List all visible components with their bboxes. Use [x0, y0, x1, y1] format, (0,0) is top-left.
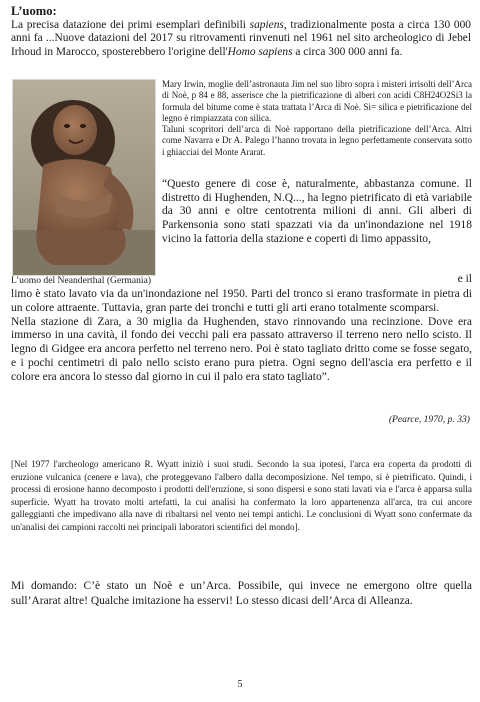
quote-side-text: “Questo genere di cose è, naturalmente, abbastanza comune. Il distretto di Hughenden, N.Q..., ha legno pietrificato di età variabile da 30 anni e oltre centotrenta milioni di anni. Gli alberi di Parkensonia sono stati spazzati via da un'inondazione nel 1918 vicino la fattoria della stazione e coperti di limo appassito,: [162, 178, 472, 245]
quote-full-paragraph-1: limo è stato lavato via da un'inondazione nel 1950. Parti del tronco si erano trasformate in pietra di un colore attraente. Tuttavia, gran parte dei tronchi e tutti gli arti erano totalmente scomparsi.: [11, 288, 472, 314]
intro-text-3: a circa 300 000 anni fa.: [292, 45, 403, 58]
quote-side-block: [162, 178, 472, 247]
closing-paragraph: [11, 579, 472, 608]
quote-citation: (Pearce, 1970, p. 33): [388, 414, 470, 425]
photo-caption: L’uomo del Neanderthal (Germania): [11, 275, 152, 286]
quote-continuation-line: [157, 273, 472, 285]
closing-text: Mi domando: C’è stato un Noè e un’Arca. Possibile, qui invece ne emergono oltre quella sull’Ararat altre! Qualche imitazione ha esservi! Lo stesso dicasi dell’Arca di Alleanza.: [11, 580, 472, 607]
side-paragraph-2: Taluni scopritori dell’arca di Noè rapportano della pietrificazione dell’Arca. Altri come Navarra e Dr A. Palego l’hanno trovata in legno perfettamente conservata sotto i ghiacciai del Monte Ararat.: [162, 124, 472, 157]
neanderthal-illustration: [13, 80, 155, 275]
side-paragraph-1: Mary Irwin, moglie dell’astronauta Jim nel suo libro sopra i misteri irrisolti dell’Arca di Noè, p 84 e 88, asserisce che la pietrificazione di alberi con acidi C8H24O2Si3 la formula del bitume come è stata trattata l’Arca di Noè. Si= silica e pietrificazione del legno è rimpiazzata con silica.: [162, 79, 472, 123]
side-text: [162, 79, 472, 158]
quote-lime-end: e il: [457, 273, 472, 285]
intro-homo-sapiens: Homo sapiens: [227, 45, 293, 58]
quote-full-paragraph-2: Nella stazione di Zara, a 30 miglia da Hughenden, stavo rinnovando una recinzione. Dove era immerso in una cavità, il fondo dei vecchi pali era passato attraverso il terreno nero nello scisto. Il legno di Gidgee era ancora perfetto nel terreno nero. Poi è stato tagliato dritto come se fosse segato, e i pochi centimetri di palo nello scisto erano pura pietra. Ogni segno dell'ascia era perfetto e il colore era ancora lo stesso dal giorno in cui il palo era stato tagliato”.: [11, 315, 472, 383]
intro-text-1: La precisa datazione dei primi esemplari definibili: [11, 19, 250, 31]
intro-paragraph: [11, 19, 471, 59]
section-heading: L’uomo:: [11, 4, 57, 18]
neanderthal-photo: [12, 79, 156, 276]
intro-sapiens: sapiens: [249, 19, 284, 31]
quote-body: [11, 288, 472, 385]
wyatt-note-text: [Nel 1977 l'archeologo americano R. Wyatt iniziò i suoi studi. Secondo la sua ipotesi, l'arca era coperta da prodotti di eruzione vulcanica (cenere e lava), che proteggevano l'albero dalla decomposizione. Nel tempo, si è pietrificato. Quindi, i processi di erosione hanno decomposto i prodotti dell'eruzione, si sono dispersi e sono stati lavati via e l'arca è apparsa sulla superficie. Wyatt ha trovato molti artefatti, la cui analisi ha confermato la loro appartenenza all'arca, tra cui ancore galleggianti che impedivano alla nave di ribaltarsi nel vento nei tempi antichi. Le conclusioni di Wyatt sono confermate da un'analisi dei campioni raccolti nei principali laboratori scientifici del mondo].: [11, 459, 472, 532]
wyatt-note: [11, 458, 472, 534]
intro-text-2: , tradizionalmente posta a circa 130 000 anni fa ...Nuove datazioni del 2017 su ritrovamenti rinvenuti nel 1961 nel sito archeologico di Jebel Irhoud in Marocco, sposterebbero l'origine dell': [11, 19, 472, 58]
page-number: 5: [237, 679, 243, 690]
